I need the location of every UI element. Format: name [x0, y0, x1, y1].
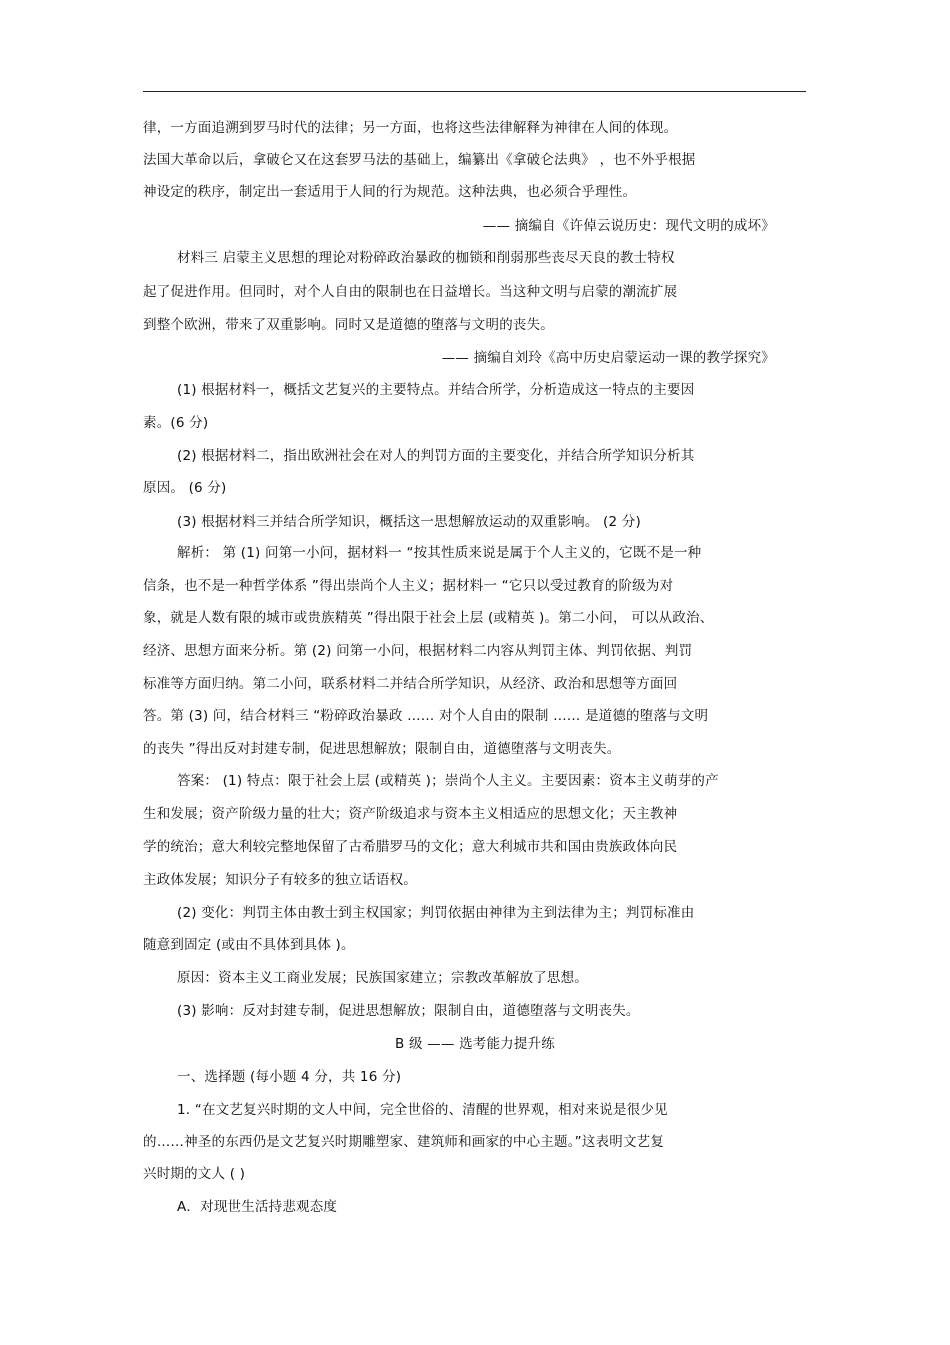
answer-line: (2) 变化：判罚主体由教士到主权国家；判罚依据由神律为主到法律为主；判罚标准由	[177, 905, 695, 921]
question-line: 的……神圣的东西仍是文艺复兴时期雕塑家、建筑师和画家的中心主题。”这表明文艺复	[143, 1134, 665, 1150]
paragraph-line: 法国大革命以后，拿破仑又在这套罗马法的基础上，编纂出《拿破仑法典》 ，也不外乎根据	[143, 152, 696, 168]
option-line: A．对现世生活持悲观态度	[177, 1199, 338, 1215]
answer-line: (3) 影响：反对封建专制，促进思想解放；限制自由，道德堕落与文明丧失。	[177, 1003, 640, 1019]
answer-line: 主政体发展；知识分子有较多的独立话语权。	[143, 872, 417, 888]
source-citation: —— 摘编自《许倬云说历史：现代文明的成坏》	[482, 218, 775, 234]
analysis-line: 标准等方面归纳。第二小问，联系材料二并结合所学知识，从经济、政治和思想等方面回	[143, 676, 678, 692]
material-heading-line: 材料三 启蒙主义思想的理论对粉碎政治暴政的枷锁和削弱那些丧尽天良的教士特权	[177, 250, 675, 266]
section-heading: 一、选择题 (每小题 4 分，共 16 分)	[177, 1069, 402, 1085]
answer-line: 随意到固定 (或由不具体到具体 )。	[143, 937, 355, 953]
paragraph-line: 律，一方面追溯到罗马时代的法律；另一方面，也将这些法律解释为神律在人间的体现。	[143, 120, 678, 136]
paragraph-line: 起了促进作用。但同时，对个人自由的限制也在日益增长。当这种文明与启蒙的潮流扩展	[143, 284, 678, 300]
answer-line: 原因：资本主义工商业发展；民族国家建立；宗教改革解放了思想。	[177, 970, 588, 986]
analysis-line: 解析： 第 (1) 问第一小问，据材料一 “按其性质来说是属于个人主义的，它既不是一种	[177, 545, 702, 561]
paragraph-line: 神设定的秩序，制定出一套适用于人间的行为规范。这种法典，也必须合乎理性。	[143, 184, 637, 200]
question-line: (1) 根据材料一，概括文艺复兴的主要特点。并结合所学，分析造成这一特点的主要因	[177, 382, 695, 398]
analysis-line: 的丧失 ”得出反对封建专制，促进思想解放；限制自由，道德堕落与文明丧失。	[143, 741, 621, 757]
question-line: 原因。 (6 分)	[143, 480, 227, 496]
analysis-line: 象，就是人数有限的城市或贵族精英 ”得出限于社会上层 (或精英 )。第二小问， 可以从政治、	[143, 610, 714, 626]
question-line: (2) 根据材料二，指出欧洲社会在对人的判罚方面的主要变化，并结合所学知识分析其	[177, 448, 695, 464]
source-citation: —— 摘编自刘玲《高中历史启蒙运动一课的教学探究》	[441, 350, 775, 366]
question-line: (3) 根据材料三并结合所学知识，概括这一思想解放运动的双重影响。 (2 分)	[177, 514, 641, 530]
question-line: 素。(6 分)	[143, 415, 209, 431]
section-title: B 级 —— 选考能力提升练	[395, 1036, 555, 1052]
answer-line: 生和发展；资产阶级力量的壮大；资产阶级追求与资本主义相适应的思想文化；天主教神	[143, 806, 678, 822]
analysis-line: 经济、思想方面来分析。第 (2) 问第一小问，根据材料二内容从判罚主体、判罚依据、判罚	[143, 643, 693, 659]
answer-line: 学的统治；意大利较完整地保留了古希腊罗马的文化；意大利城市共和国由贵族政体向民	[143, 839, 678, 855]
analysis-line: 答。第 (3) 问，结合材料三 “粉碎政治暴政 …… 对个人自由的限制 …… 是道德的堕落与文明	[143, 708, 709, 724]
answer-line: 答案： (1) 特点：限于社会上层 (或精英 )；崇尚个人主义。主要因素：资本主义萌芽的产	[177, 773, 719, 789]
header-rule	[143, 91, 806, 92]
paragraph-line: 到整个欧洲，带来了双重影响。同时又是道德的堕落与文明的丧失。	[143, 317, 554, 333]
analysis-line: 信条，也不是一种哲学体系 ”得出崇尚个人主义；据材料一 “它只以受过教育的阶级为对	[143, 578, 674, 594]
question-line: 1. “在文艺复兴时期的文人中间，完全世俗的、清醒的世界观，相对来说是很少见	[177, 1102, 668, 1118]
question-line: 兴时期的文人 ( )	[143, 1166, 246, 1182]
